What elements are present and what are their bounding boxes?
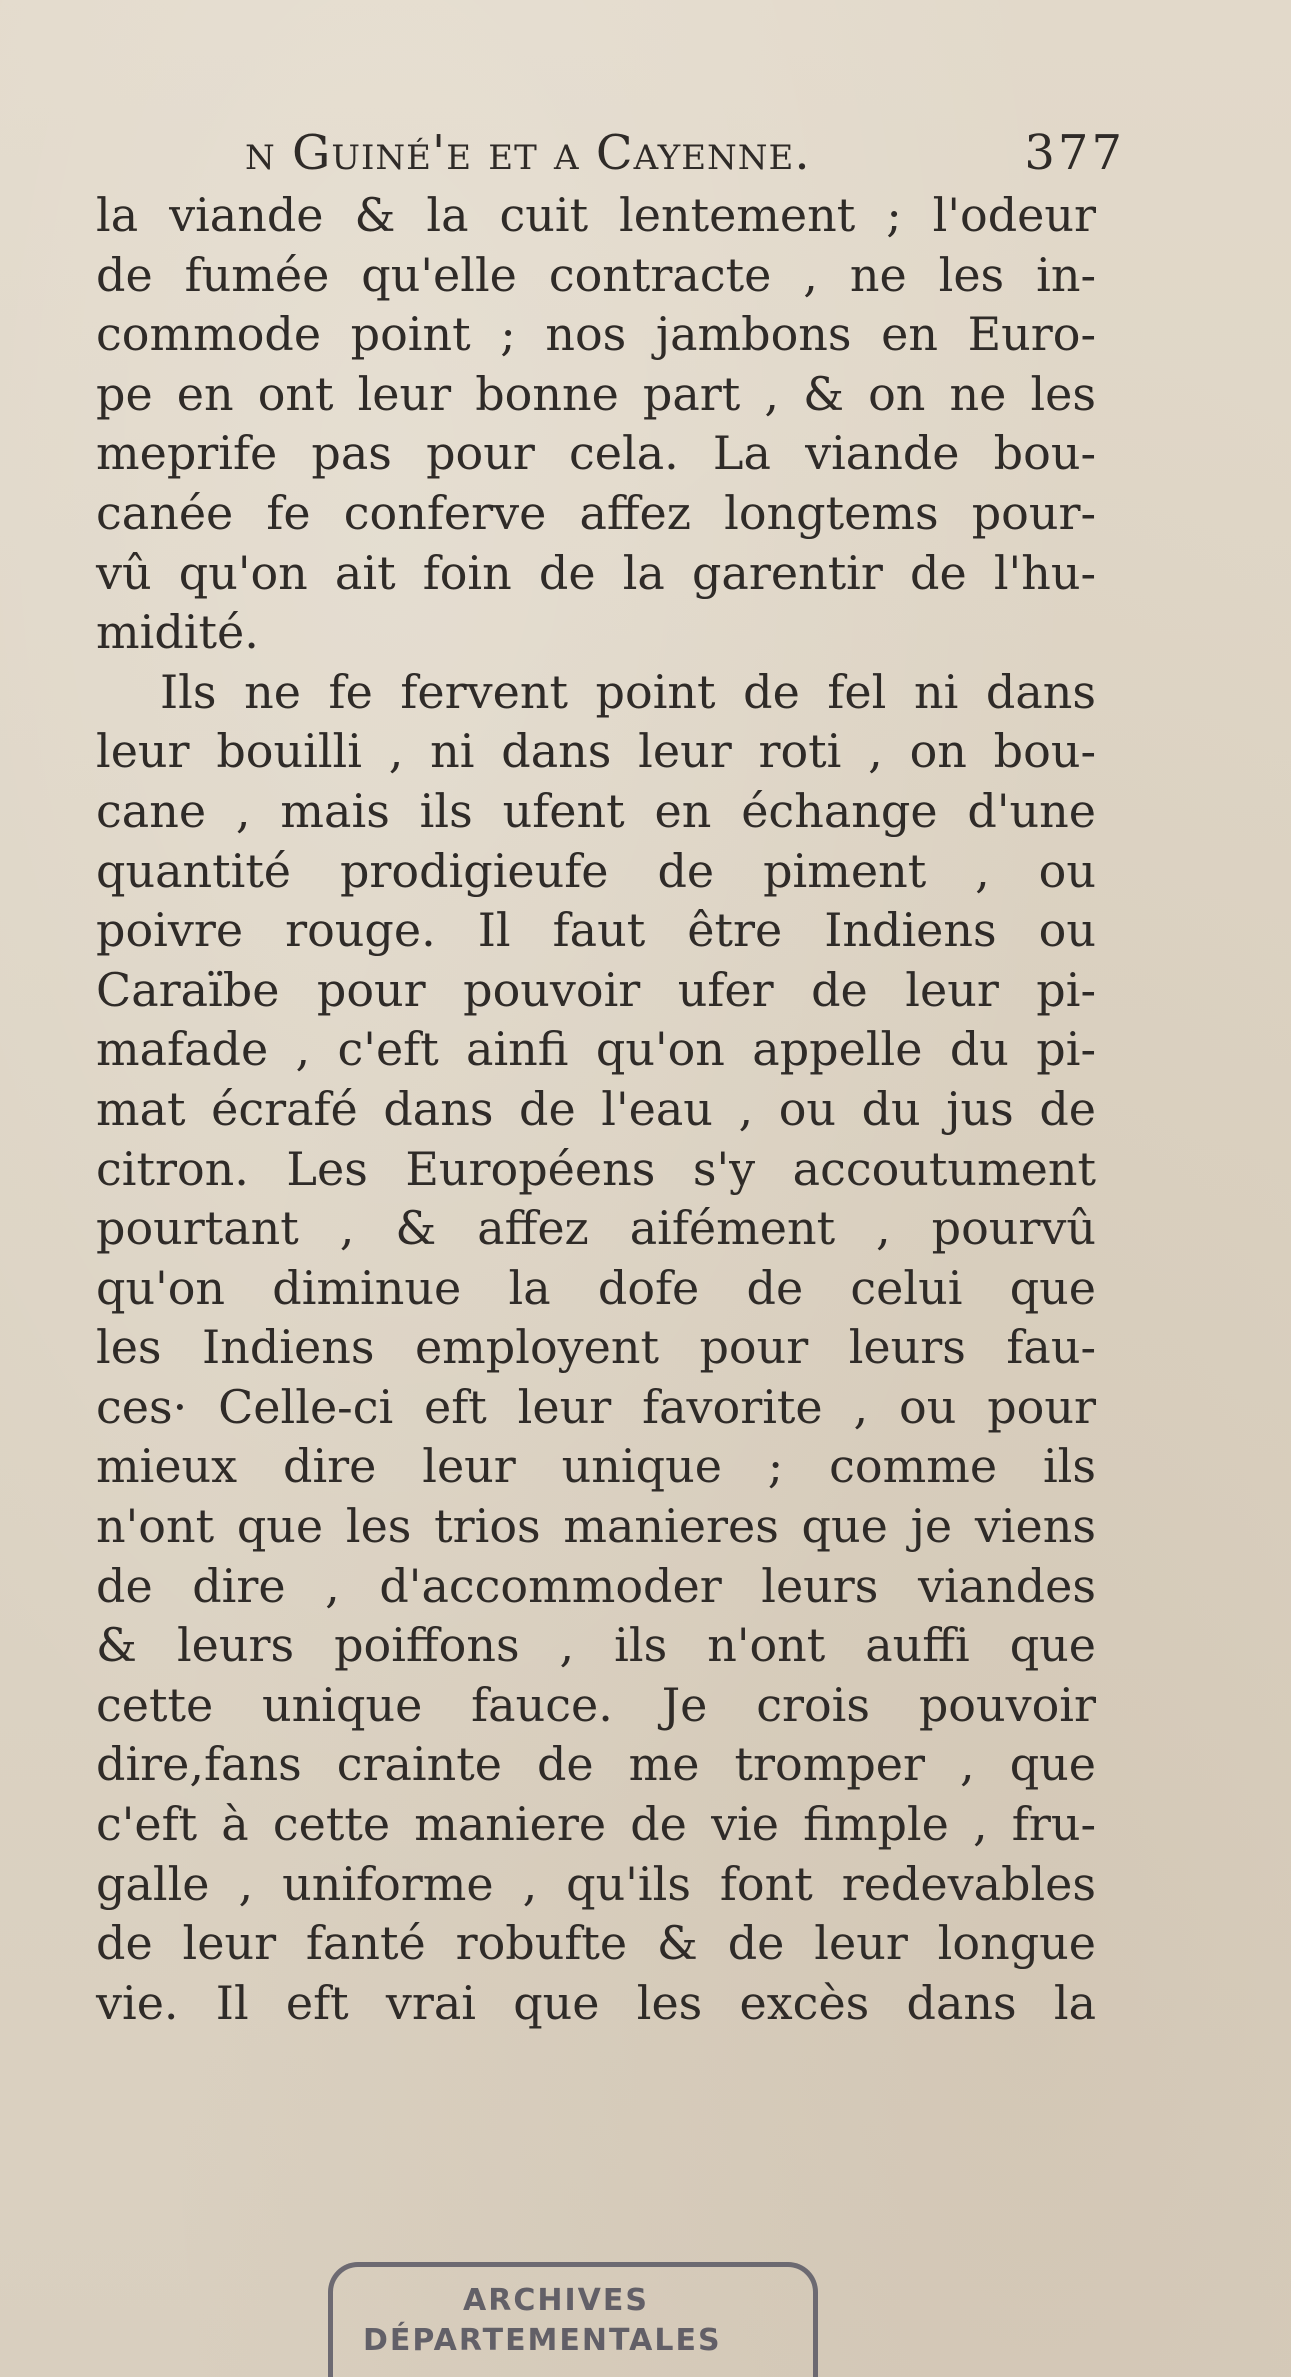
running-title: n Guiné'e et a Cayenne.	[245, 125, 811, 181]
text-line: cette unique fauce. Je crois pouvoir	[96, 1677, 1096, 1732]
text-line: ces· Celle-ci eft leur favorite , ou pour	[96, 1379, 1096, 1434]
text-line: de dire , d'accommoder leurs viandes	[96, 1558, 1096, 1613]
text-line: galle , uniforme , qu'ils font redevables	[96, 1856, 1096, 1911]
text-line: dire,fans crainte de me tromper , que	[96, 1737, 1096, 1792]
text-line: de leur fanté robufte & de leur longue	[96, 1916, 1096, 1971]
running-header	[245, 118, 1125, 188]
page-number: 377	[1024, 125, 1125, 181]
text-line: commode point ; nos jambons en Euro-	[96, 307, 1096, 362]
text-line: qu'on diminue la dofe de celui que	[96, 1260, 1096, 1315]
text-line: les Indiens employent pour leurs fau-	[96, 1320, 1096, 1375]
paragraph-start-line: Ils ne fe fervent point de fel ni dans	[160, 664, 1096, 719]
text-line: vû qu'on ait foin de la garentir de l'hu-	[96, 545, 1096, 600]
text-line: meprife pas pour cela. La viande bou-	[96, 426, 1096, 481]
text-line: mieux dire leur unique ; comme ils	[96, 1439, 1096, 1494]
stamp-text-line1: ARCHIVES	[463, 2283, 649, 2318]
text-line: la viande & la cuit lentement ; l'odeur	[96, 188, 1096, 242]
text-line: pe en ont leur bonne part , & on ne les	[96, 366, 1096, 421]
stamp-text-line2: DÉPARTEMENTALES	[363, 2323, 722, 2358]
text-line: pourtant , & affez aifément , pourvû	[96, 1201, 1096, 1256]
text-line: de fumée qu'elle contracte , ne les in-	[96, 247, 1096, 302]
text-line: quantité prodigieufe de piment , ou	[96, 843, 1096, 898]
text-line: mat écrafé dans de l'eau , ou du jus de	[96, 1081, 1096, 1136]
text-line: vie. Il eft vrai que les excès dans la	[96, 1975, 1096, 2030]
text-line: canée fe conferve affez longtems pour-	[96, 485, 1096, 540]
text-line: mafade , c'eft ainfi qu'on appelle du pi-	[96, 1022, 1096, 1077]
paragraph-end-line: midité.	[96, 605, 259, 660]
body-text	[96, 186, 1096, 2033]
archive-stamp	[328, 2262, 818, 2377]
text-line: cane , mais ils ufent en échange d'une	[96, 783, 1096, 838]
text-line: leur bouilli , ni dans leur roti , on bou-	[96, 724, 1096, 779]
text-line: citron. Les Européens s'y accoutument	[96, 1141, 1096, 1196]
text-line: & leurs poiffons , ils n'ont auffi que	[96, 1618, 1096, 1673]
text-line: c'eft à cette maniere de vie fimple , fru-	[96, 1797, 1096, 1852]
text-line: poivre rouge. Il faut être Indiens ou	[96, 903, 1096, 958]
text-line: n'ont que les trios manieres que je viens	[96, 1499, 1096, 1554]
text-line: Caraïbe pour pouvoir ufer de leur pi-	[96, 962, 1096, 1017]
